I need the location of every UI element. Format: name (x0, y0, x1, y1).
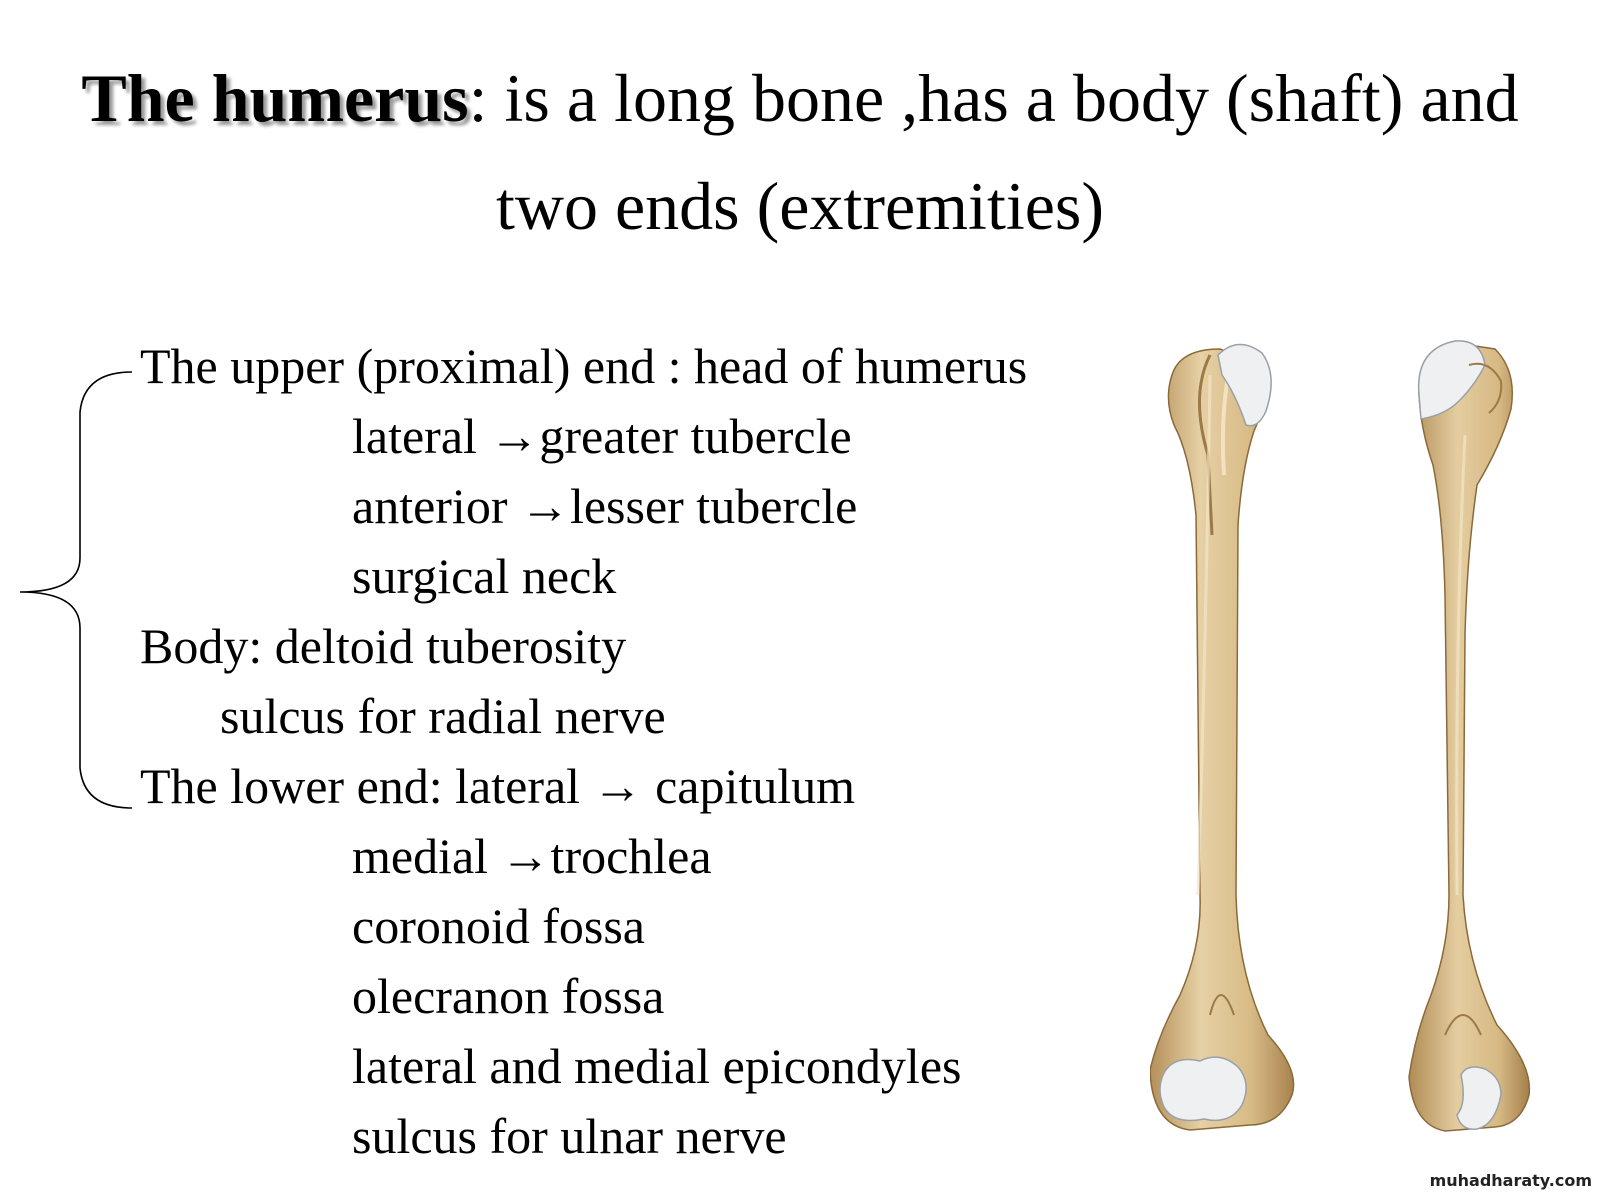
title-term: The humerus (81, 60, 469, 136)
upper-end-item: lateral →greater tubercle (352, 408, 852, 464)
lower-end-item: coronoid fossa (352, 898, 645, 954)
upper-end-heading: The upper (proximal) end : head of humerus (140, 338, 1028, 394)
lower-end-item: lateral and medial epicondyles (352, 1038, 962, 1094)
lower-end-item: medial →trochlea (352, 828, 712, 884)
slide-title-line-2: two ends (extremities) (495, 168, 1105, 244)
slide-title-line-1 (0, 58, 1600, 138)
upper-end-item: anterior →lesser tubercle (352, 478, 858, 534)
lower-end-heading: The lower end: lateral → capitulum (140, 758, 856, 814)
humerus-anterior-illustration (1150, 335, 1320, 1155)
body-item: sulcus for radial nerve (220, 688, 666, 744)
curly-brace (0, 0, 140, 820)
watermark: muhadharaty.com (1429, 1171, 1592, 1190)
upper-end-item: surgical neck (352, 548, 617, 604)
humerus-posterior-illustration (1405, 335, 1565, 1155)
title-definition: : is a long bone ,has a body (shaft) and (468, 60, 1519, 136)
lower-end-item: olecranon fossa (352, 968, 665, 1024)
lower-end-item: sulcus for ulnar nerve (352, 1108, 787, 1164)
body-heading: Body: deltoid tuberosity (140, 618, 627, 674)
